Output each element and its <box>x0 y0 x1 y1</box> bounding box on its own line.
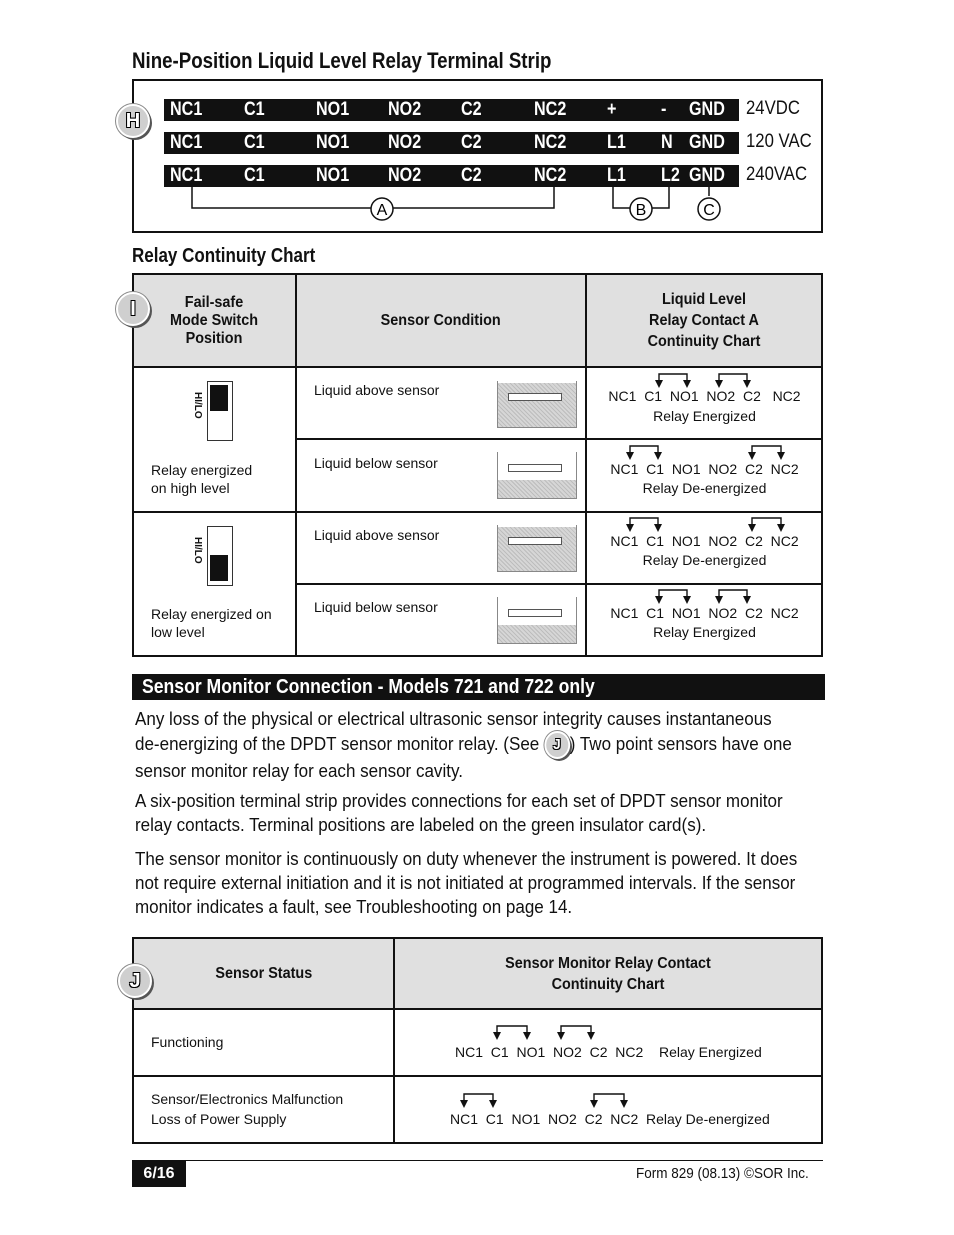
terminal-label: NO2 <box>388 165 422 186</box>
monitor-heading: Sensor Monitor Connection - Models 721 and 722 only <box>142 676 595 698</box>
relay-state: Relay Energized <box>653 624 756 640</box>
header-continuity: Liquid Level Relay Contact A Continuity Chart <box>586 274 823 367</box>
status-cell <box>133 1076 394 1143</box>
terminal-label: L1 <box>607 132 626 153</box>
contact-labels: NC1 C1 NO1 NO2 C2 NC2 <box>455 1044 644 1060</box>
callout-a: A <box>376 202 388 219</box>
badge-h: H <box>116 104 150 138</box>
terminal-label: L2 <box>661 165 680 186</box>
voltage-label: 240VAC <box>746 164 808 185</box>
arrow-pair <box>561 1026 591 1038</box>
arrow-pair <box>752 446 781 458</box>
contact-labels: NC1 C1 NO1 NO2 C2 NC2 <box>610 533 799 549</box>
terminal-label: NO1 <box>316 165 350 186</box>
wiring-diagram <box>132 186 822 226</box>
terminal-label: GND <box>689 99 725 120</box>
badge-i: I <box>116 292 150 326</box>
terminal-label: C2 <box>461 99 482 120</box>
hilo-label: HI/LO <box>192 537 203 564</box>
voltage-label: 24VDC <box>746 98 800 119</box>
tank-liquid-above <box>497 525 577 572</box>
relay-state: Relay De-energized <box>646 1111 770 1127</box>
terminal-label: NC1 <box>170 165 203 186</box>
page-number: 6/16 <box>132 1160 186 1187</box>
terminal-label: NC2 <box>534 132 567 153</box>
tank-liquid-above <box>497 381 577 428</box>
monitor-paragraph-1: Any loss of the physical or electrical ultrasonic sensor integrity causes instantaneous de-energizing of the DPDT sensor monitor relay. (See J ) Two point sensors have one sensor monitor relay for each sensor cavity. <box>135 708 792 781</box>
mode-low-text: Relay energized on low level <box>151 606 272 640</box>
arrow-pair <box>594 1094 624 1106</box>
header-monitor-continuity: Sensor Monitor Relay Contact Continuity Chart <box>394 938 822 1009</box>
hilo-switch-high <box>207 381 233 441</box>
form-number: Form 829 (08.13) ©SOR Inc. <box>636 1165 809 1182</box>
terminal-label: NC2 <box>534 165 567 186</box>
monitor-paragraph-3: The sensor monitor is continuously on duty whenever the instrument is powered. It does not require external initiation and it is not initiated at programmed intervals. If the sensor monitor indicates a fault, see Troubleshooting on page 14. <box>135 848 798 917</box>
callout-c: C <box>703 202 715 219</box>
arrow-pair <box>719 590 747 602</box>
hilo-label: HI/LO <box>192 392 203 419</box>
terminal-label: - <box>661 99 667 120</box>
terminal-label: NO2 <box>388 132 422 153</box>
voltage-label: 120 VAC <box>746 131 812 152</box>
terminal-label: NO2 <box>388 99 422 120</box>
arrow-pair <box>497 1026 527 1038</box>
terminal-label: + <box>607 99 617 120</box>
contact-labels: NC1 C1 NO1 NO2 C2 NC2 <box>450 1111 639 1127</box>
contact-labels: NC1 C1 NO1 NO2 C2 NC2 <box>610 461 799 477</box>
arrow-pair <box>630 446 658 458</box>
terminal-label: L1 <box>607 165 626 186</box>
relay-state: Relay De-energized <box>642 552 767 568</box>
footer-rule <box>132 1160 823 1161</box>
terminal-label: GND <box>689 132 725 153</box>
relay-state: Relay Energized <box>659 1044 762 1060</box>
terminal-label: C2 <box>461 132 482 153</box>
terminal-label: C2 <box>461 165 482 186</box>
arrow-pair <box>659 590 687 602</box>
terminal-label: C1 <box>244 99 265 120</box>
terminal-strip-title: Nine-Position Liquid Level Relay Terminal Strip <box>132 48 552 73</box>
terminal-label: NO1 <box>316 99 350 120</box>
contact-labels: NC1 C1 NO1 NO2 C2 NC2 <box>608 388 801 404</box>
monitor-heading-bar <box>132 674 825 700</box>
arrow-pair <box>752 518 781 530</box>
tank-liquid-below <box>497 452 577 499</box>
condition-text: Liquid above sensor <box>314 382 440 398</box>
status-text: Loss of Power Supply <box>151 1111 287 1127</box>
header-sensor-condition: Sensor Condition <box>296 274 586 367</box>
relay-state: Relay De-energized <box>642 480 767 496</box>
relay-chart-title: Relay Continuity Chart <box>132 245 316 267</box>
header-sensor-status: Sensor Status <box>133 938 394 1009</box>
mode-high-text: Relay energized on high level <box>151 462 253 496</box>
terminal-row-240vac <box>164 165 739 187</box>
terminal-row-24vdc <box>164 99 739 121</box>
terminal-label: C1 <box>244 132 265 153</box>
badge-j-inline: J <box>544 731 570 759</box>
arrow-pair <box>464 1094 493 1106</box>
condition-text: Liquid below sensor <box>314 599 438 615</box>
relay-state: Relay Energized <box>653 408 756 424</box>
condition-text: Liquid below sensor <box>314 455 438 471</box>
hilo-switch-low <box>207 526 233 586</box>
terminal-row-120vac <box>164 132 739 154</box>
callout-b: B <box>635 202 647 219</box>
badge-j: J <box>118 964 152 998</box>
monitor-paragraph-2: A six-position terminal strip provides connections for each set of DPDT sensor monitor relay contacts. Terminal positions are labeled on the green insulator card(s). <box>135 790 783 835</box>
status-text: Functioning <box>151 1034 224 1050</box>
terminal-label: NC2 <box>534 99 567 120</box>
terminal-label: NO1 <box>316 132 350 153</box>
header-switch-position: Fail-safe Mode Switch Position <box>133 274 296 367</box>
contact-labels: NC1 C1 NO1 NO2 C2 NC2 <box>610 605 799 621</box>
condition-text: Liquid above sensor <box>314 527 440 543</box>
monitor-arrows <box>440 1018 640 1118</box>
arrow-pair <box>630 518 658 530</box>
tank-liquid-below <box>497 597 577 644</box>
terminal-label: C1 <box>244 165 265 186</box>
arrow-pair <box>719 374 747 386</box>
status-text: Sensor/Electronics Malfunction <box>151 1091 344 1107</box>
terminal-label: GND <box>689 165 725 186</box>
terminal-label: NC1 <box>170 132 203 153</box>
arrow-pair <box>659 374 687 386</box>
terminal-label: NC1 <box>170 99 203 120</box>
terminal-label: N <box>661 132 673 153</box>
